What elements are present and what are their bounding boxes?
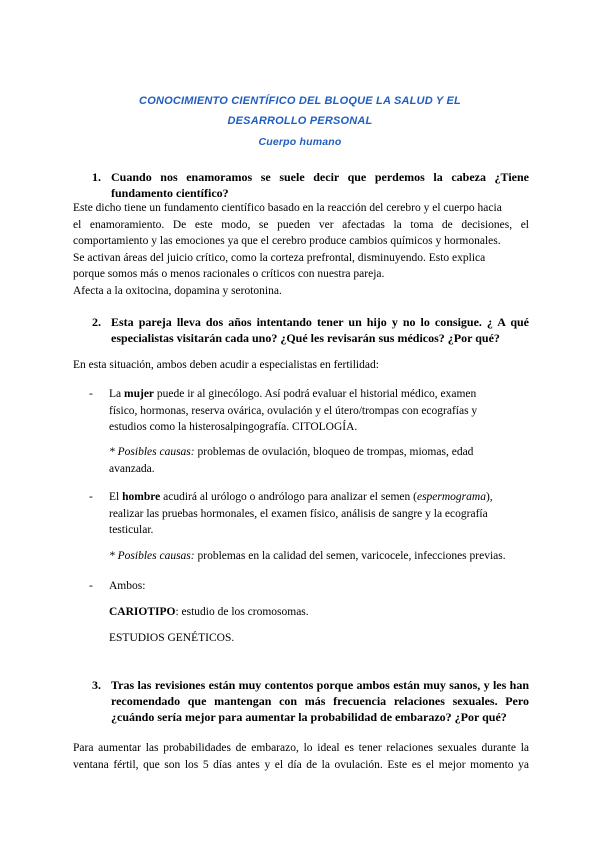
question-2-text: [111, 314, 529, 346]
list-dash: -: [89, 491, 93, 503]
question-3-line: Tras las revisiones están muy contentos porque ambos están muy sanos, y les han: [111, 678, 529, 692]
mujer-causes-label: * Posibles causas:: [109, 446, 195, 458]
hombre-causes-label: * Posibles causas:: [109, 550, 195, 562]
question-3-text: [111, 677, 529, 725]
answer-1-line: porque somos más o menos racionales o críticos con nuestra pareja.: [73, 268, 385, 280]
answer-3-line: ventana fértil, que son los 5 días antes y el día de la ovulación. Este es el mejor momento ya: [73, 758, 529, 771]
cariotipo-text: : estudio de los cromosomas.: [175, 606, 309, 618]
document-subtitle: Cuerpo humano: [258, 136, 342, 148]
question-1-number: 1.: [92, 170, 101, 184]
hombre-mid: acudirá al urólogo o andrólogo para analizar el semen (: [160, 491, 417, 503]
hombre-causes: [109, 548, 529, 565]
question-3-number: 3.: [92, 678, 101, 692]
document-title-line-2: DESARROLLO PERSONAL: [227, 115, 373, 127]
mujer-bold: mujer: [124, 388, 155, 400]
question-1: [0, 169, 600, 203]
question-1-line: fundamento científico?: [111, 186, 229, 200]
hombre-italic: espermograma: [416, 491, 486, 503]
answer-1-line: comportamiento y las emociones ya que el cerebro produce cambios químicos y hormonales.: [73, 235, 501, 247]
cariotipo: [109, 604, 529, 621]
answer-1-line: el enamoramiento. De este modo, se pueden ver afectadas la toma de decisiones, el: [73, 218, 529, 231]
answer-1-line: Este dicho tiene un fundamento científico basado en la reacción del cerebro y el cuerpo hacia: [73, 202, 502, 214]
estudios-geneticos: ESTUDIOS GENÉTICOS.: [109, 632, 235, 644]
list-item-hombre: [109, 489, 529, 539]
hombre-line: testicular.: [109, 524, 154, 536]
list-item-ambos: Ambos:: [109, 580, 146, 592]
question-2-line: Esta pareja lleva dos años intentando tener un hijo y no lo consigue. ¿ A qué: [111, 315, 529, 329]
list-dash: -: [89, 580, 93, 592]
cariotipo-bold: CARIOTIPO: [109, 606, 176, 618]
mujer-pre: La: [109, 388, 125, 400]
mujer-line: estudios como la histerosalpingografía. CITOLOGÍA.: [109, 421, 358, 433]
answer-2-intro: En esta situación, ambos deben acudir a especialistas en fertilidad:: [73, 359, 379, 371]
question-2-number: 2.: [92, 315, 101, 329]
answer-1-line: Se activan áreas del juicio crítico, como la corteza prefrontal, disminuyendo. Esto explica: [73, 251, 486, 264]
question-2: [0, 314, 600, 348]
question-3: [0, 677, 600, 727]
question-1-text: [111, 169, 529, 201]
mujer-causes-line: avanzada.: [109, 462, 155, 475]
mujer-causes: [109, 444, 529, 477]
answer-3: [73, 740, 529, 773]
question-3-line: recomendado que mantengan con más frecuencia relaciones sexuales. Pero: [111, 694, 529, 708]
question-1-line: Cuando nos enamoramos se suele decir que perdemos la cabeza ¿Tiene: [111, 170, 529, 184]
document-title-line-1: CONOCIMIENTO CIENTÍFICO DEL BLOQUE LA SALUD Y EL: [139, 95, 461, 107]
list-item-mujer: [109, 386, 529, 436]
hombre-causes-text: problemas en la calidad del semen, varicocele, infecciones previas.: [194, 550, 506, 562]
mujer-post: puede ir al ginecólogo. Así podrá evaluar el historial médico, examen: [154, 388, 477, 400]
answer-3-line: Para aumentar las probabilidades de embarazo, lo ideal es tener relaciones sexuales durante la: [73, 742, 529, 754]
mujer-causes-text: problemas de ovulación, bloqueo de trompas, miomas, edad: [194, 446, 474, 458]
hombre-pre: El: [109, 491, 123, 503]
mujer-line: físico, hormonas, reserva ovárica, ovulación y el útero/trompas con ecografías y: [109, 404, 478, 417]
answer-1: [73, 200, 529, 299]
hombre-line: realizar las pruebas hormonales, el examen físico, análisis de sangre y la ecografía: [109, 507, 488, 520]
hombre-bold: hombre: [122, 491, 161, 503]
hombre-post: ),: [485, 491, 493, 503]
question-2-line: especialistas visitarán cada uno? ¿Qué les revisarán sus médicos? ¿Por qué?: [111, 331, 500, 345]
answer-1-line: Afecta a la oxitocina, dopamina y serotonina.: [73, 284, 282, 297]
list-dash: -: [89, 388, 93, 400]
question-3-line: ¿cuándo sería mejor para aumentar la probabilidad de embarazo? ¿Por qué?: [111, 710, 507, 724]
